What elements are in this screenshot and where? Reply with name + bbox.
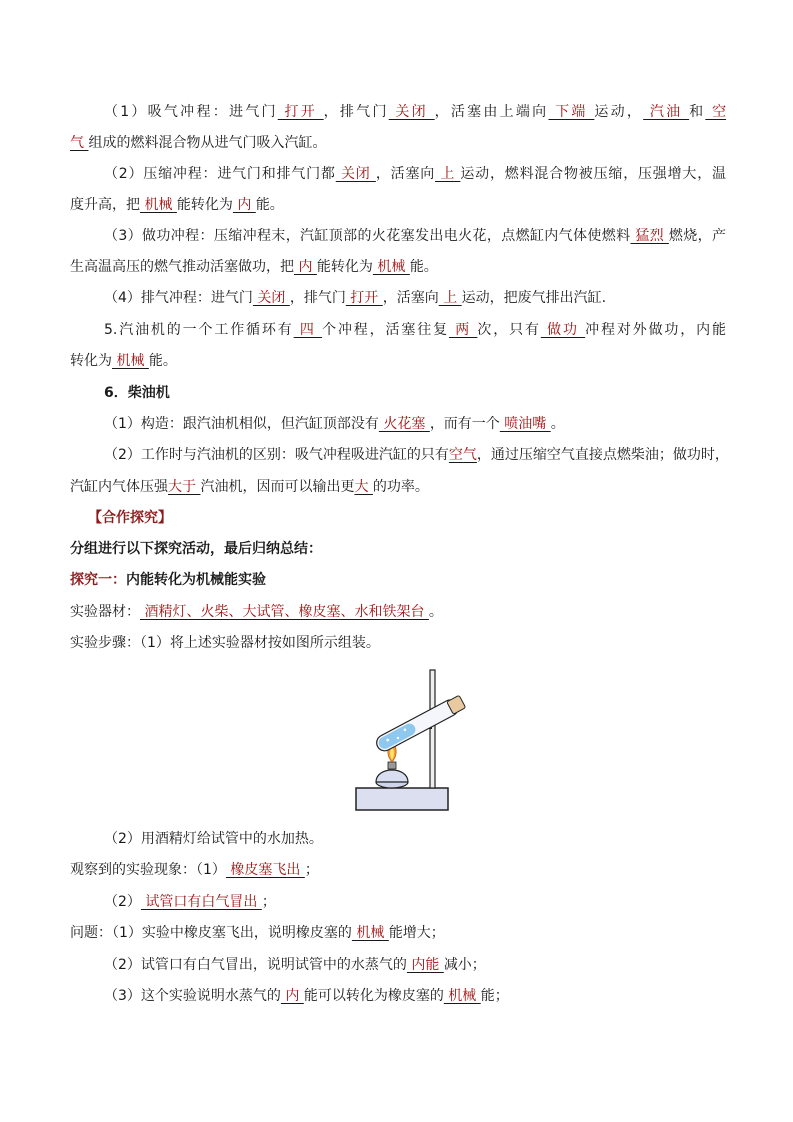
text: 观察到的实验现象：（1）	[70, 862, 226, 878]
text: ，活塞由上端向	[434, 104, 549, 120]
text: 。	[428, 604, 443, 620]
intake-stroke-line	[104, 102, 726, 122]
text: ，排气门	[323, 104, 389, 120]
heating-step-line	[104, 829, 726, 849]
inquiry-title: 内能转化为机械能实验	[126, 572, 266, 588]
answer-blank: 下端	[548, 104, 595, 120]
answer-blank: 火花塞	[378, 416, 430, 432]
text: 汽缸内气体压强	[70, 479, 168, 495]
answer-blank: 内	[232, 197, 256, 213]
text: 能转化为	[316, 259, 373, 275]
text: ；	[304, 862, 319, 878]
answer-blank: 上	[438, 290, 462, 306]
answer-blank: 内	[280, 988, 304, 1004]
group-activity-line	[70, 539, 726, 559]
answer-blank: 机械	[112, 353, 149, 369]
question-line-2	[104, 955, 726, 975]
answer-blank: 四	[293, 322, 323, 338]
answer-blank: 关闭	[252, 290, 290, 306]
compression-stroke-line-2	[70, 195, 726, 215]
text: 运动，燃料混合物被压缩，压强增大，温	[460, 166, 726, 182]
text: 次，只有	[477, 322, 541, 338]
diesel-difference-line	[104, 445, 729, 465]
text: 组成的燃料混合物从进气门吸入汽缸。	[88, 135, 327, 151]
work-cycle-line	[104, 320, 726, 340]
answer-blank: 橡皮塞飞出	[225, 862, 305, 878]
text: （2）用酒精灯给试管中的水加热。	[104, 831, 323, 847]
text: 转化为	[70, 353, 112, 369]
text: 个冲程，活塞往复	[322, 322, 449, 338]
answer-blank: 酒精灯、火柴、大试管、橡皮塞、水和铁架台	[140, 604, 429, 620]
materials-line	[70, 602, 726, 622]
text: （2）工作时与汽油机的区别：吸气冲程吸进汽缸的只有	[104, 447, 449, 463]
text: 问题：（1）实验中橡皮塞飞出，说明橡皮塞的	[70, 925, 352, 941]
steps-line	[70, 633, 726, 653]
cooperative-inquiry-heading	[88, 508, 710, 528]
text: 的功率。	[372, 479, 429, 495]
text: （2）试管口有白气冒出，说明试管中的水蒸气的	[104, 957, 407, 973]
text: ，活塞向	[375, 166, 436, 182]
exhaust-stroke-line	[104, 288, 726, 308]
answer-blank: 猛烈	[630, 228, 669, 244]
text: 冲程对外做功，内能	[585, 322, 726, 338]
text: （3）这个实验说明水蒸气的	[104, 988, 281, 1004]
diesel-engine-heading	[104, 383, 726, 403]
answer-blank: 大	[354, 479, 373, 495]
observation-line-1	[70, 860, 726, 880]
text: （1）吸气冲程：进气门	[104, 104, 278, 120]
text: 减小；	[443, 957, 486, 973]
answer-blank: 机械	[443, 988, 481, 1004]
intake-stroke-line-2	[70, 133, 726, 153]
text: 实验步骤：（1）将上述实验器材按如图所示组装。	[70, 635, 380, 651]
alcohol-lamp	[376, 770, 408, 782]
text: 运动，	[594, 104, 644, 120]
answer-blank: 空	[705, 104, 727, 120]
power-stroke-line-2	[70, 257, 726, 277]
text: 运动，把废气排出汽缸.	[461, 290, 607, 306]
text: 。	[550, 416, 565, 432]
answer-blank: 喷油嘴	[499, 416, 551, 432]
text: 度升高，把	[70, 197, 140, 213]
answer-blank: 试管口有白气冒出	[140, 894, 262, 910]
text: 能。	[409, 259, 438, 275]
text: ，而有一个	[429, 416, 500, 432]
compression-stroke-line	[104, 164, 726, 184]
diesel-difference-line-2	[70, 477, 726, 497]
question-line-1	[70, 923, 726, 943]
answer-blank: 打开	[345, 290, 383, 306]
stand-base	[356, 788, 448, 810]
text: 和	[689, 104, 706, 120]
text: 能。	[148, 353, 177, 369]
text: （2）压缩冲程：进气门和排气门都	[104, 166, 336, 182]
text: 能；	[480, 988, 509, 1004]
work-cycle-line-2	[70, 351, 726, 371]
diesel-structure-line	[104, 414, 726, 434]
answer-blank: 内	[294, 259, 317, 275]
answer-blank: 两	[448, 322, 478, 338]
answer-blank: 汽油	[643, 104, 690, 120]
power-stroke-line	[104, 226, 726, 246]
answer-blank: 机械	[372, 259, 410, 275]
text: 燃烧，产	[668, 228, 727, 244]
text: （4）排气冲程：进气门	[104, 290, 253, 306]
answer-blank: 关闭	[335, 166, 376, 182]
text: 汽油机，因而可以输出更	[200, 479, 355, 495]
text: （3）做功冲程：压缩冲程末，汽缸顶部的火花塞发出电火花，点燃缸内气体使燃料	[104, 228, 631, 244]
text: ，活塞向	[382, 290, 439, 306]
answer-blank: 机械	[351, 925, 389, 941]
answer-blank: 机械	[140, 197, 177, 213]
text: 能。	[255, 197, 284, 213]
text: 5.汽油机的一个工作循环有	[104, 322, 294, 338]
answer-blank: 气	[70, 135, 89, 151]
text: 能增大；	[388, 925, 445, 941]
answer-blank: 做功	[540, 322, 586, 338]
answer-blank: 大于	[168, 479, 201, 495]
answer-blank: 内能	[406, 957, 444, 973]
experiment-apparatus-figure	[352, 666, 472, 816]
text: 分组进行以下探究活动，最后归纳总结：	[70, 541, 322, 557]
observation-line-2	[104, 892, 726, 912]
text: 实验器材：	[70, 604, 140, 620]
question-line-3	[104, 986, 726, 1006]
text: 能可以转化为橡皮塞的	[303, 988, 444, 1004]
answer-blank: 打开	[277, 104, 324, 120]
inquiry-label: 探究一：	[70, 572, 126, 588]
text: ，排气门	[289, 290, 346, 306]
answer-blank: 空气	[448, 447, 477, 463]
answer-blank: 上	[435, 166, 461, 182]
text: ，通过压缩空气直接点燃柴油；做功时，	[476, 447, 729, 463]
lamp-wick-holder	[388, 762, 396, 769]
text: （2）	[104, 894, 141, 910]
text: （1）构造：跟汽油机相似，但汽缸顶部没有	[104, 416, 379, 432]
text: ；	[261, 894, 276, 910]
answer-blank: 关闭	[388, 104, 435, 120]
inquiry-one-title	[70, 570, 726, 590]
section-heading: 【合作探究】	[88, 510, 172, 526]
text: 生高温高压的燃气推动活塞做功，把	[70, 259, 294, 275]
test-tube-group	[374, 694, 466, 753]
text: 能转化为	[176, 197, 233, 213]
section-heading: 6．柴油机	[104, 385, 170, 401]
